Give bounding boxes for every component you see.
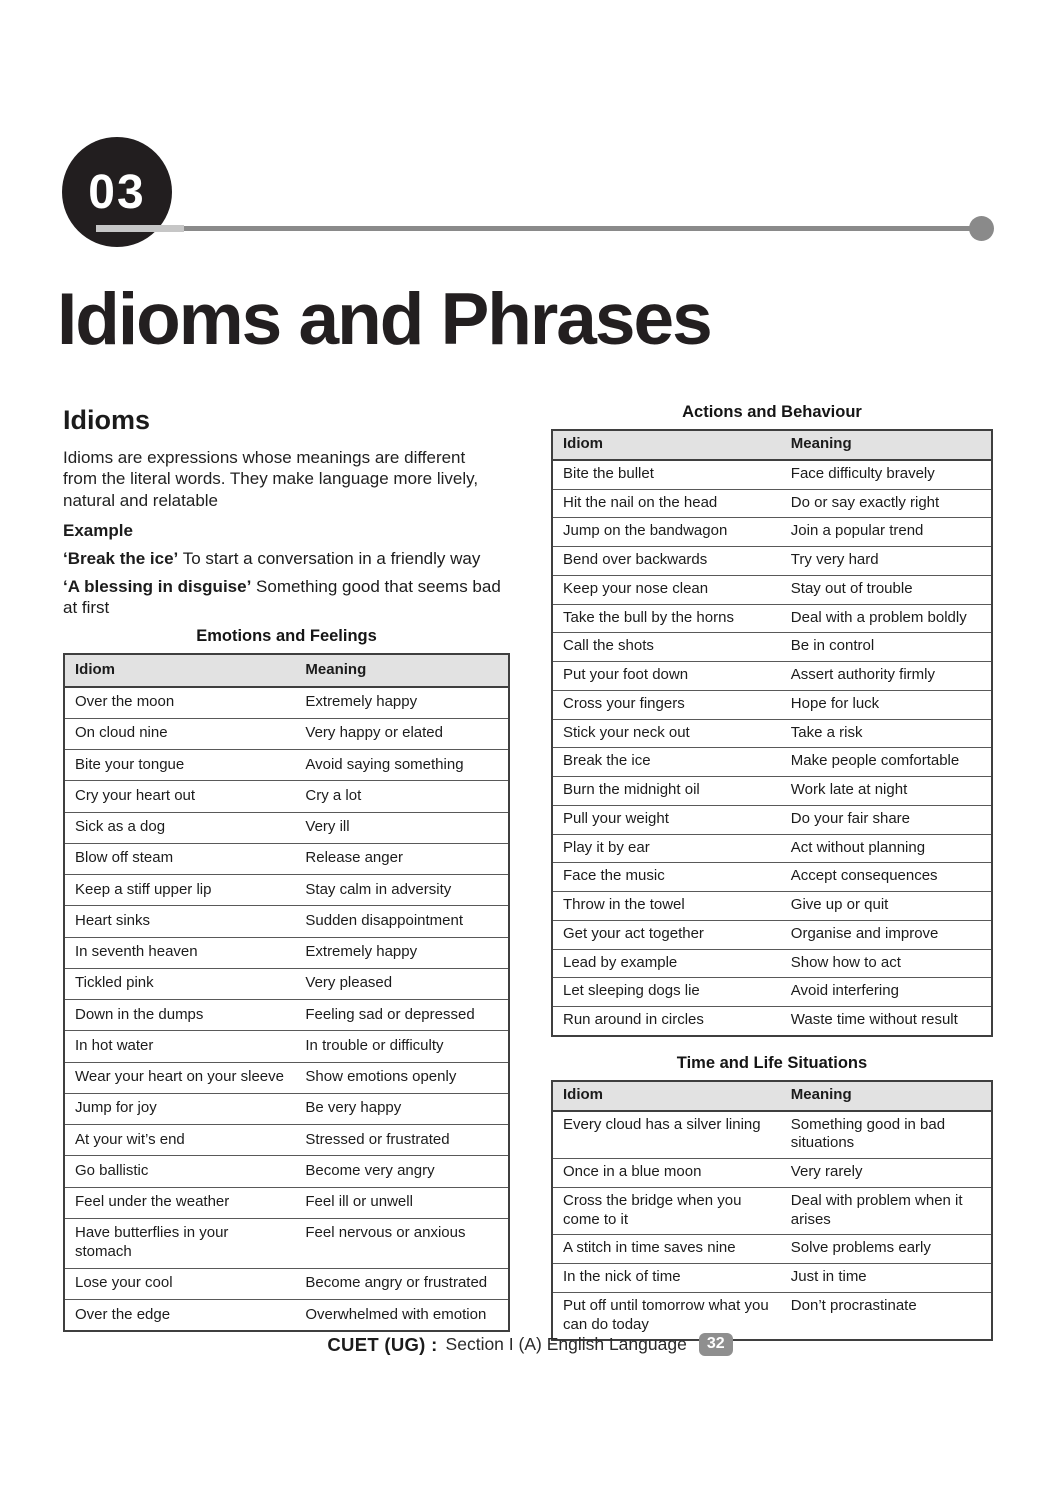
table-title-actions: Actions and Behaviour bbox=[682, 403, 862, 421]
table-cell: Join a popular trend bbox=[781, 518, 992, 547]
example-label: Example bbox=[63, 521, 133, 541]
table-cell: Run around in circles bbox=[552, 1007, 781, 1036]
table-cell: Waste time without result bbox=[781, 1007, 992, 1036]
table-cell: In trouble or difficulty bbox=[295, 1031, 509, 1062]
table-cell: Show how to act bbox=[781, 949, 992, 978]
table-row bbox=[552, 690, 992, 719]
table-cell: Break the ice bbox=[552, 748, 781, 777]
table-cell: Pull your weight bbox=[552, 805, 781, 834]
table-cell: Put your foot down bbox=[552, 662, 781, 691]
table-cell: Throw in the towel bbox=[552, 892, 781, 921]
table-cell: Become angry or frustrated bbox=[295, 1268, 509, 1299]
example-idiom: ‘A blessing in disguise’ bbox=[63, 577, 252, 597]
table-title-time: Time and Life Situations bbox=[676, 1053, 868, 1072]
table-cell: Don’t procrastinate bbox=[781, 1292, 992, 1340]
table-cell: Play it by ear bbox=[552, 834, 781, 863]
example-meaning: To start a conversation in a friendly way bbox=[178, 549, 481, 569]
table-row bbox=[64, 1093, 509, 1124]
chapter-number: 03 bbox=[88, 165, 146, 219]
table-cell: Do or say exactly right bbox=[781, 489, 992, 518]
table-cell: Make people comfortable bbox=[781, 748, 992, 777]
table-cell: Very rarely bbox=[781, 1159, 992, 1188]
table-cell: Avoid interfering bbox=[781, 978, 992, 1007]
column-header: Meaning bbox=[781, 430, 992, 460]
table-cell: Sudden disappointment bbox=[295, 906, 509, 937]
table-cell: At your wit’s end bbox=[64, 1125, 295, 1156]
table-cell: Work late at night bbox=[781, 777, 992, 806]
table-row bbox=[552, 662, 992, 691]
footer-section-title: Section I (A) English Language bbox=[445, 1334, 687, 1354]
table-row bbox=[552, 834, 992, 863]
table-cell: Cry a lot bbox=[295, 781, 509, 812]
table-cell: Very happy or elated bbox=[295, 718, 509, 749]
table-cell: Jump on the bandwagon bbox=[552, 518, 781, 547]
table-cell: Sick as a dog bbox=[64, 812, 295, 843]
table-cell: Tickled pink bbox=[64, 968, 295, 999]
table-cell: Hit the nail on the head bbox=[552, 489, 781, 518]
table-cell: Overwhelmed with emotion bbox=[295, 1300, 509, 1332]
table-cell: Stick your neck out bbox=[552, 719, 781, 748]
table-cell: Bite your tongue bbox=[64, 750, 295, 781]
table-cell: A stitch in time saves nine bbox=[552, 1235, 781, 1264]
table-cell: Extremely happy bbox=[295, 687, 509, 719]
column-header: Idiom bbox=[552, 1081, 781, 1111]
actions-and-behaviour-table bbox=[551, 429, 993, 1037]
table-cell: Cross your fingers bbox=[552, 690, 781, 719]
table-cell: Have butterflies in your stomach bbox=[64, 1218, 295, 1268]
table-cell: Avoid saying something bbox=[295, 750, 509, 781]
table-cell: Take a risk bbox=[781, 719, 992, 748]
table-cell: Very ill bbox=[295, 812, 509, 843]
table-row bbox=[552, 518, 992, 547]
table-cell: Over the edge bbox=[64, 1300, 295, 1332]
table-row bbox=[552, 1159, 992, 1188]
header-rule-light-segment bbox=[96, 225, 184, 232]
table-cell: Down in the dumps bbox=[64, 1000, 295, 1031]
table-row bbox=[552, 1235, 992, 1264]
right-column bbox=[551, 403, 993, 1341]
table-row bbox=[552, 547, 992, 576]
table-row bbox=[552, 1187, 992, 1235]
table-cell: Blow off steam bbox=[64, 843, 295, 874]
table-cell: Call the shots bbox=[552, 633, 781, 662]
table-row bbox=[552, 748, 992, 777]
table-header-row bbox=[552, 1081, 992, 1111]
table-cell: Keep a stiff upper lip bbox=[64, 875, 295, 906]
table-cell: Stay calm in adversity bbox=[295, 875, 509, 906]
table-row bbox=[552, 604, 992, 633]
table-cell: Face difficulty bravely bbox=[781, 460, 992, 489]
table-cell: Go ballistic bbox=[64, 1156, 295, 1187]
table-cell: Burn the midnight oil bbox=[552, 777, 781, 806]
emotions-and-feelings-table bbox=[63, 653, 510, 1332]
table-cell: Cross the bridge when you come to it bbox=[552, 1187, 781, 1235]
table-row bbox=[64, 687, 509, 719]
table-row bbox=[64, 843, 509, 874]
column-header: Meaning bbox=[781, 1081, 992, 1111]
table-title-emotions: Emotions and Feelings bbox=[196, 627, 377, 646]
column-header: Idiom bbox=[552, 430, 781, 460]
page-number-badge: 32 bbox=[699, 1333, 733, 1356]
table-row bbox=[64, 750, 509, 781]
table-row bbox=[552, 460, 992, 489]
idioms-section-heading: Idioms bbox=[63, 405, 151, 435]
table-cell: Try very hard bbox=[781, 547, 992, 576]
table-cell: Feel nervous or anxious bbox=[295, 1218, 509, 1268]
table-row bbox=[64, 1187, 509, 1218]
table-cell: Give up or quit bbox=[781, 892, 992, 921]
table-cell: Cry your heart out bbox=[64, 781, 295, 812]
table-row bbox=[552, 489, 992, 518]
table-cell: Take the bull by the horns bbox=[552, 604, 781, 633]
table-cell: Lose your cool bbox=[64, 1268, 295, 1299]
table-row bbox=[64, 1062, 509, 1093]
table-cell: Wear your heart on your sleeve bbox=[64, 1062, 295, 1093]
table-cell: Stressed or frustrated bbox=[295, 1125, 509, 1156]
table-row bbox=[64, 1031, 509, 1062]
table-cell: Just in time bbox=[781, 1264, 992, 1293]
table-cell: Jump for joy bbox=[64, 1093, 295, 1124]
table-cell: Hope for luck bbox=[781, 690, 992, 719]
table-row bbox=[552, 1264, 992, 1293]
table-cell: On cloud nine bbox=[64, 718, 295, 749]
table-cell: Lead by example bbox=[552, 949, 781, 978]
table-row bbox=[64, 968, 509, 999]
table-cell: Bend over backwards bbox=[552, 547, 781, 576]
table-cell: Do your fair share bbox=[781, 805, 992, 834]
table-row bbox=[552, 777, 992, 806]
table-header-row bbox=[552, 430, 992, 460]
table-cell: In hot water bbox=[64, 1031, 295, 1062]
idioms-intro-paragraph: Idioms are expressions whose meanings are different from the literal words. They make language more lively, natural and relatable bbox=[63, 448, 479, 510]
column-header: Idiom bbox=[64, 654, 295, 686]
table-row bbox=[552, 575, 992, 604]
table-cell: Extremely happy bbox=[295, 937, 509, 968]
table-row bbox=[552, 1007, 992, 1036]
table-cell: Let sleeping dogs lie bbox=[552, 978, 781, 1007]
table-cell: Release anger bbox=[295, 843, 509, 874]
table-cell: Heart sinks bbox=[64, 906, 295, 937]
table-header-row bbox=[64, 654, 509, 686]
table-row bbox=[64, 812, 509, 843]
header-rule-end-dot bbox=[969, 216, 994, 241]
table-cell: Show emotions openly bbox=[295, 1062, 509, 1093]
table-row bbox=[552, 920, 992, 949]
table-cell: Assert authority firmly bbox=[781, 662, 992, 691]
table-cell: Face the music bbox=[552, 863, 781, 892]
table-cell: Feeling sad or depressed bbox=[295, 1000, 509, 1031]
column-header: Meaning bbox=[295, 654, 509, 686]
table-cell: Very pleased bbox=[295, 968, 509, 999]
table-row bbox=[64, 1300, 509, 1332]
table-row bbox=[64, 1000, 509, 1031]
table-cell: Become very angry bbox=[295, 1156, 509, 1187]
table-cell: Be in control bbox=[781, 633, 992, 662]
table-cell: Feel ill or unwell bbox=[295, 1187, 509, 1218]
example-line bbox=[63, 576, 510, 618]
example-line bbox=[63, 548, 510, 569]
table-row bbox=[64, 1125, 509, 1156]
page-title: Idioms and Phrases bbox=[57, 279, 711, 360]
example-idiom: ‘Break the ice’ bbox=[63, 549, 179, 569]
table-row bbox=[552, 978, 992, 1007]
table-cell: Solve problems early bbox=[781, 1235, 992, 1264]
time-and-life-situations-table bbox=[551, 1080, 993, 1342]
table-cell: Every cloud has a silver lining bbox=[552, 1111, 781, 1159]
table-cell: Deal with a problem boldly bbox=[781, 604, 992, 633]
table-cell: Put off until tomorrow what you can do today bbox=[552, 1292, 781, 1340]
table-cell: Bite the bullet bbox=[552, 460, 781, 489]
table-cell: Deal with problem when it arises bbox=[781, 1187, 992, 1235]
table-row bbox=[64, 1218, 509, 1268]
table-row bbox=[552, 633, 992, 662]
footer-book-title: CUET (UG) : bbox=[327, 1333, 438, 1355]
table-row bbox=[552, 719, 992, 748]
table-cell: Act without planning bbox=[781, 834, 992, 863]
table-cell: Accept consequences bbox=[781, 863, 992, 892]
table-row bbox=[64, 718, 509, 749]
example-meaning: Something good that seems bad at first bbox=[63, 577, 501, 618]
table-cell: Over the moon bbox=[64, 687, 295, 719]
table-cell: Be very happy bbox=[295, 1093, 509, 1124]
table-cell: Stay out of trouble bbox=[781, 575, 992, 604]
table-row bbox=[64, 937, 509, 968]
table-cell: Keep your nose clean bbox=[552, 575, 781, 604]
table-row bbox=[64, 781, 509, 812]
table-cell: In the nick of time bbox=[552, 1264, 781, 1293]
left-column bbox=[63, 405, 510, 1332]
table-cell: Get your act together bbox=[552, 920, 781, 949]
table-row bbox=[552, 805, 992, 834]
table-row bbox=[64, 906, 509, 937]
table-row bbox=[552, 892, 992, 921]
table-cell: In seventh heaven bbox=[64, 937, 295, 968]
table-row bbox=[552, 949, 992, 978]
table-row bbox=[64, 1156, 509, 1187]
table-cell: Something good in bad situations bbox=[781, 1111, 992, 1159]
table-cell: Feel under the weather bbox=[64, 1187, 295, 1218]
table-cell: Organise and improve bbox=[781, 920, 992, 949]
header-rule bbox=[184, 226, 972, 231]
table-row bbox=[64, 1268, 509, 1299]
table-row bbox=[552, 1111, 992, 1159]
table-row bbox=[64, 875, 509, 906]
table-row bbox=[552, 863, 992, 892]
page-footer bbox=[0, 1333, 1060, 1356]
table-cell: Once in a blue moon bbox=[552, 1159, 781, 1188]
